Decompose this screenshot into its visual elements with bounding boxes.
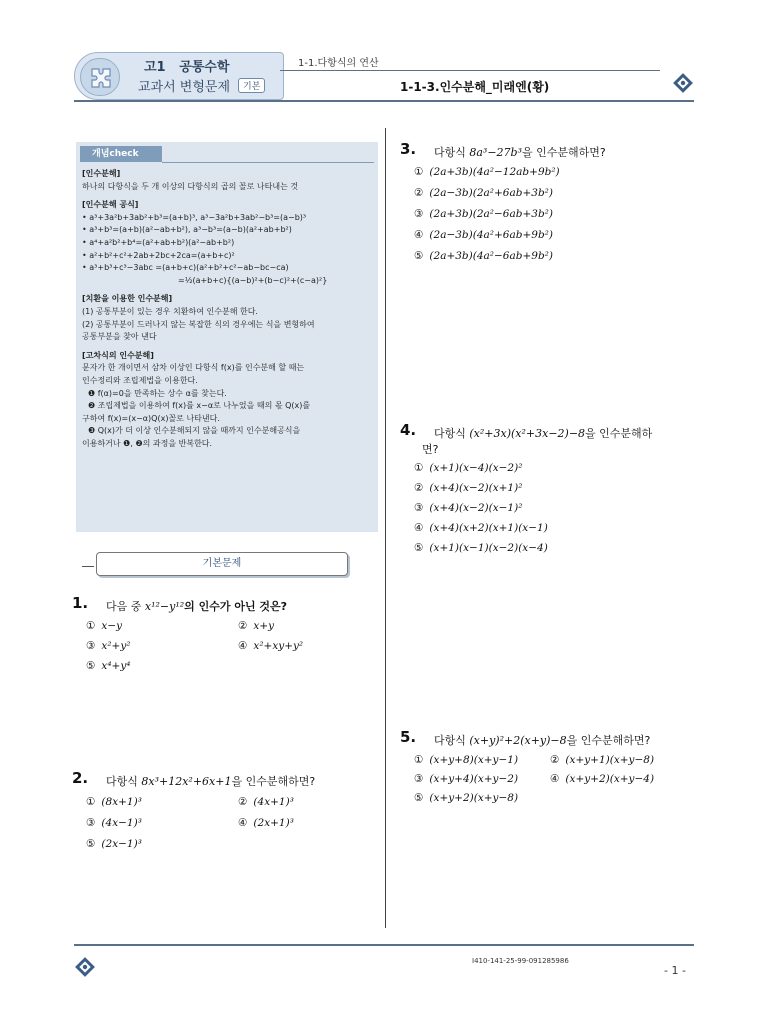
option-expression: (2x+1)³ (253, 817, 294, 829)
question-text (434, 425, 652, 441)
answer-option[interactable] (414, 754, 518, 766)
concept-line: 하나의 다항식을 두 개 이상의 다항식의 곱의 꼴로 나타내는 것 (82, 181, 299, 191)
answer-option[interactable] (86, 620, 122, 632)
option-expression: (2a+3b)(2a²−6ab+3b²) (429, 208, 553, 220)
option-number: ① (414, 754, 424, 766)
question-text-pre: 다항식 (106, 775, 142, 788)
question-number: 2. (72, 769, 89, 787)
question-text-pre: 다항식 (434, 427, 470, 440)
answer-option[interactable] (414, 792, 518, 804)
answer-option[interactable] (414, 187, 553, 199)
option-number: ③ (86, 817, 96, 829)
answer-option[interactable] (86, 660, 131, 672)
answer-option[interactable] (86, 817, 142, 829)
answer-option[interactable] (238, 640, 303, 652)
option-number: ① (414, 462, 424, 474)
page-number: - 1 - (664, 964, 686, 977)
question-text-post: 을 인수분해하면? (231, 775, 316, 788)
concept-section-title: [고차식의 인수분해] (82, 350, 154, 360)
option-number: ④ (238, 817, 248, 829)
answer-option[interactable] (86, 640, 131, 652)
option-number: ② (414, 482, 424, 494)
question-expression: x¹²−y¹² (144, 600, 185, 613)
question-text-post: 을 인수분해하면? (566, 734, 651, 747)
option-number: ④ (238, 640, 248, 652)
question-text (106, 773, 315, 789)
workbook-label: 교과서 변형문제 (138, 80, 231, 95)
chapter-title: 1-1.다항식의 연산 (298, 58, 379, 69)
option-number: ⑤ (414, 542, 424, 554)
concept-line: 문자가 한 개이면서 삼차 이상인 다항식 f(x)를 인수분해 할 때는 (82, 363, 305, 373)
option-expression: (x+y+4)(x+y−2) (429, 773, 519, 785)
level-badge: 기본 (238, 78, 265, 93)
option-number: ① (414, 166, 424, 178)
answer-option[interactable] (414, 773, 518, 785)
option-expression: (x+y+2)(x+y−8) (429, 792, 519, 804)
question-text-pre: 다항식 (434, 734, 470, 747)
concept-body (82, 168, 374, 450)
question-text-pre: 다음 중 (106, 600, 145, 613)
option-expression: (2a−3b)(2a²+6ab+3b²) (429, 187, 553, 199)
option-expression: x−y (101, 620, 123, 632)
answer-option[interactable] (86, 838, 142, 850)
answer-option[interactable] (414, 208, 553, 220)
concept-line: • a⁴+a²b²+b⁴=(a²+ab+b²)(a²−ab+b²) (82, 237, 235, 247)
option-expression: (x+y+8)(x+y−1) (429, 754, 519, 766)
option-expression: (x+4)(x+2)(x+1)(x−1) (429, 522, 548, 534)
answer-option[interactable] (414, 482, 522, 494)
question-text-post: 을 인수분해하면? (522, 146, 606, 159)
option-number: ② (414, 187, 424, 199)
concept-line: • a³+b³=(a+b)(a²−ab+b²), a³−b³=(a−b)(a²+ab+b²) (82, 225, 292, 235)
question-expression: 8a³−27b³ (469, 146, 523, 159)
question-expression: (x²+3x)(x²+3x−2)−8 (469, 427, 586, 440)
puzzle-icon (80, 58, 120, 96)
option-number: ② (550, 754, 560, 766)
option-number: ④ (414, 229, 424, 241)
option-expression: (x+y+1)(x+y−8) (565, 754, 655, 766)
answer-option[interactable] (414, 166, 560, 178)
option-number: ④ (414, 522, 424, 534)
option-expression: x+y (253, 620, 275, 632)
answer-option[interactable] (238, 620, 274, 632)
concept-section-title: [인수분해] (82, 169, 121, 178)
option-expression: (2a−3b)(4a²+6ab+9b²) (429, 229, 553, 241)
concept-line: 공통부분을 찾아 낸다 (82, 332, 157, 342)
option-expression: x²+xy+y² (253, 640, 304, 652)
option-number: ③ (414, 773, 424, 785)
publisher-logo-icon (672, 72, 694, 98)
concept-line: 구하여 f(x)=(x−α)Q(x)꼴로 나타낸다. (82, 413, 220, 423)
option-number: ② (238, 796, 248, 808)
option-number: ① (86, 796, 96, 808)
column-divider (385, 128, 386, 928)
option-expression: (2a+3b)(4a²−12ab+9b²) (429, 166, 560, 178)
question-text (434, 732, 650, 748)
answer-option[interactable] (414, 229, 553, 241)
option-number: ⑤ (414, 250, 424, 262)
answer-option[interactable] (550, 754, 654, 766)
option-expression: x⁴+y⁴ (101, 660, 131, 672)
question-expression: (x+y)²+2(x+y)−8 (469, 734, 567, 747)
question-text-continued: 면? (422, 443, 439, 456)
option-number: ④ (550, 773, 560, 785)
question-number: 5. (400, 728, 417, 746)
answer-option[interactable] (550, 773, 654, 785)
concept-tab-line (162, 162, 374, 163)
option-number: ⑤ (86, 838, 96, 850)
answer-option[interactable] (414, 462, 522, 474)
concept-line: • a³+3a²b+3ab²+b³=(a+b)³, a³−3a²b+3ab²−b³=(a−b)³ (82, 212, 307, 222)
answer-option[interactable] (86, 796, 142, 808)
section-label-line (82, 566, 94, 567)
page-header (0, 0, 768, 120)
option-number: ⑤ (86, 660, 96, 672)
option-number: ⑤ (414, 792, 424, 804)
section-title: 1-1-3.인수분해_미래엔(황) (400, 80, 550, 94)
answer-option[interactable] (414, 250, 553, 262)
question-number: 1. (72, 594, 89, 612)
option-expression: (4x+1)³ (253, 796, 294, 808)
concept-line: (1) 공통부분이 있는 경우 치환하여 인수분해 한다. (82, 306, 258, 316)
concept-line: • a²+b²+c²+2ab+2bc+2ca=(a+b+c)² (82, 250, 235, 260)
header-grade-subject (144, 56, 229, 75)
header-underline (74, 100, 694, 102)
question-text (434, 144, 606, 160)
section-label: 기본문제 (96, 552, 348, 576)
option-number: ① (86, 620, 96, 632)
question-text-post: 을 인수분해하 (585, 427, 653, 440)
option-expression: (x+y+2)(x+y−4) (565, 773, 655, 785)
answer-option[interactable] (414, 522, 548, 534)
question-text-pre: 다항식 (434, 146, 470, 159)
option-expression: (2a+3b)(4a²−6ab+9b²) (429, 250, 553, 262)
concept-line: =½(a+b+c){(a−b)²+(b−c)²+(c−a)²} (178, 275, 328, 285)
subject-label: 공통수학 (179, 60, 230, 75)
footer-logo-icon (74, 956, 96, 982)
question-text (106, 598, 287, 614)
option-number: ③ (86, 640, 96, 652)
header-divider (280, 70, 660, 71)
option-expression: (x+1)(x−1)(x−2)(x−4) (429, 542, 548, 554)
question-text-post: 의 인수가 아닌 것은? (184, 600, 288, 613)
document-code: I410-141-25-99-091285986 (472, 957, 569, 965)
concept-line: 인수정리와 조립제법을 이용한다. (82, 375, 198, 385)
question-number: 3. (400, 140, 417, 158)
answer-option[interactable] (414, 542, 548, 554)
question-number: 4. (400, 421, 417, 439)
concept-line: ❶ f(α)=0을 만족하는 상수 α를 찾는다. (88, 388, 227, 398)
option-expression: (2x−1)³ (101, 838, 142, 850)
grade-label: 고1 (144, 60, 166, 75)
concept-line: • a³+b³+c³−3abc =(a+b+c)(a²+b²+c²−ab−bc−ca) (82, 263, 289, 273)
option-number: ② (238, 620, 248, 632)
concept-section-title: [인수분해 공식] (82, 200, 139, 210)
option-expression: (x+1)(x−4)(x−2)² (429, 462, 523, 474)
concept-line: ❸ Q(x)가 더 이상 인수분해되지 않을 때까지 인수분해공식을 (88, 426, 301, 436)
answer-option[interactable] (238, 817, 294, 829)
option-expression: (4x−1)³ (101, 817, 142, 829)
concept-line: 이용하거나 ❶, ❷의 과정을 반복한다. (82, 438, 213, 448)
option-expression: (x+4)(x−2)(x−1)² (429, 502, 523, 514)
option-expression: (x+4)(x−2)(x+1)² (429, 482, 523, 494)
footer-line (74, 944, 694, 946)
question-expression: 8x³+12x²+6x+1 (141, 775, 232, 788)
concept-line: ❷ 조립제법을 이용하여 f(x)를 x−α로 나누었을 때의 몫 Q(x)를 (88, 401, 311, 411)
concept-tab: 개념check (80, 146, 162, 162)
option-number: ③ (414, 208, 424, 220)
option-number: ③ (414, 502, 424, 514)
option-expression: x²+y² (101, 640, 131, 652)
concept-section-title: [치환을 이용한 인수분해] (82, 294, 173, 304)
answer-option[interactable] (238, 796, 294, 808)
option-expression: (8x+1)³ (101, 796, 142, 808)
answer-option[interactable] (414, 502, 522, 514)
concept-line: (2) 공통부분이 드러나지 않는 복잡한 식의 경우에는 식을 변형하여 (82, 319, 315, 329)
